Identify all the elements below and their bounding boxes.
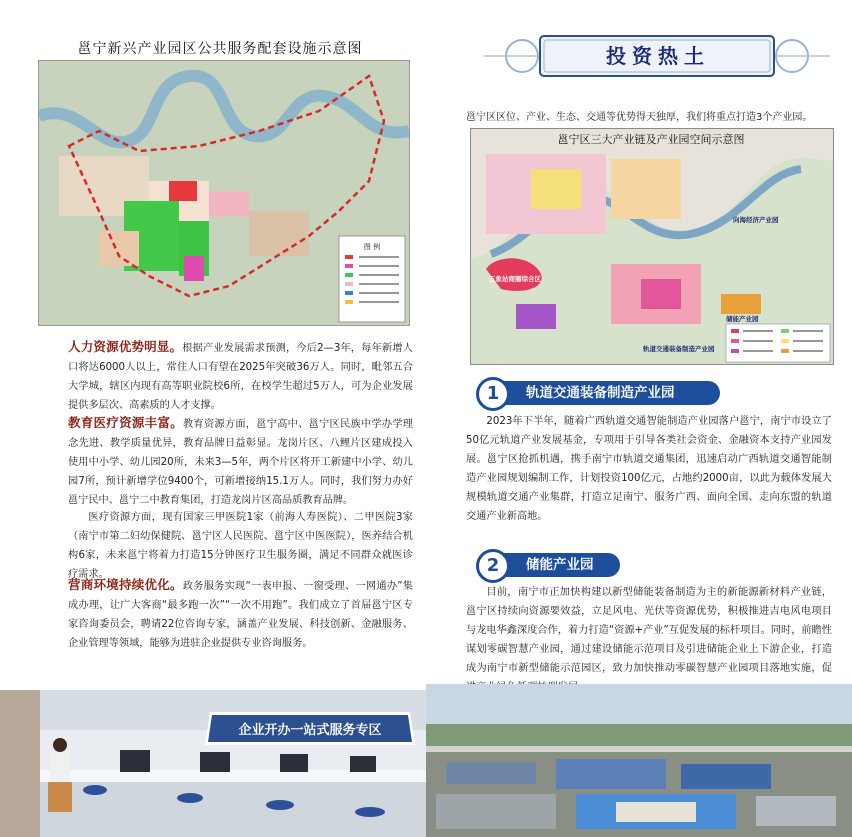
map-label-station: 五象站商圈综合区 — [489, 275, 541, 283]
map-label-storage: 储能产业园 — [726, 315, 759, 323]
paragraph-hr-heading: 人力资源优势明显。 — [68, 339, 183, 354]
section-2-body: 目前，南宁市正加快构建以新型储能装备制造为主的新能源新材料产业链，邕宁区持续向资源要效益，立足风电、光伏等资源优势，积极推进吉电风电项目与龙电华鑫深度合作，着力打造“资源+产业”互促发展的标杆项目。同时，前瞻性谋划零碳智慧产业园，通过建设储能示范项目及引进储能企业上下游企业，打造成为南宁市新型储能示范园区，致力加快推动零碳智慧产业园项目落地实施，促 — [466, 587, 832, 674]
section-1-number: 1 — [476, 377, 510, 411]
paragraph-medical — [68, 508, 413, 584]
service-hall-photo — [0, 690, 426, 837]
park-map — [38, 60, 410, 326]
paragraph-business — [68, 575, 413, 653]
paragraph-hr-body: 根据产业发展需求预测，今后2—3年，每年新增人口将达6000人以上，常住人口有望在2025年突破36万人。同时，毗邻五合大学城，辖区内现有高等职业院校6所，在校学生超过5万人，可为企业发展提供多层次、高素质的人才支撑。 — [68, 343, 413, 411]
paragraph-edu — [68, 413, 413, 510]
paragraph-edu-heading: 教育医疗资源丰富。 — [68, 415, 184, 430]
paragraph-edu-body: 教育资源方面，邕宁高中、邕宁区民族中学办学理念先进、教学质量优异，教育品牌日益彰显。龙岗片区、八鲤片区建成投入使用中小学、幼儿园20所，未来3—5年，两个片区将开工新建中小学、幼儿园7所，预计新增学位9400个，可新增接纳15.1万人。同时，我们努力办好邕宁民中、邕宁二中教育集团，打造龙岗片区高品质教育品牌。 — [68, 419, 413, 506]
section-2-title: 储能产业园 — [526, 557, 594, 573]
paragraph-business-body: 政务服务实现“一表申报、一窗受理、一网通办”集成办理，让广大客商“最多跑一次”“一次不用跑”。我们成立了首届邕宁区专家咨询委员会，聘请22位咨询专家，涵盖产业发展、科技创新、金融服务、企业管理等领域，能够为进驻企业提供专业咨询服务。 — [68, 581, 413, 649]
intro-text: 邕宁区区位、产业、生态、交通等优势得天独厚，我们将重点打造3个产业园。 — [466, 112, 813, 123]
industrial-park-photo — [426, 684, 852, 837]
map-legend-title: 图 例 — [363, 243, 381, 251]
paragraph-hr — [68, 337, 413, 415]
section-1-header — [476, 378, 776, 408]
paragraph-business-heading: 营商环境持续优化。 — [68, 577, 183, 592]
map-label-rail: 轨道交通装备制造产业园 — [643, 345, 715, 353]
park-map-graphic — [39, 61, 409, 325]
map-label-ocean: 向海经济产业园 — [733, 216, 779, 224]
section-1-body: 2023年下半年，随着广西轨道交通智能制造产业园落户邕宁，南宁市设立了50亿元轨道产业发展基金，专项用于引导各类社会资金、金融资本支持产业园发展。邕宁区抢抓机遇，携手南宁市轨道交通集团，迅速启动广西轨道交通智能制造产业园规划编制工作，计划投资100亿元，占地约2000亩，以此为载体发展大规模轨道交通产业集群，打造立足南宁、服务广西、面向全国、走向东盟的轨道交通产业新高地。 — [466, 416, 832, 522]
map-title: 邕宁新兴产业园区公共服务配套设施示意图 — [77, 41, 363, 57]
industry-map — [470, 128, 834, 365]
section-2-header — [476, 550, 776, 580]
banner-title: 投资热土 — [606, 44, 710, 68]
service-sign-text: 企业开办一站式服务专区 — [238, 723, 382, 738]
section-2-number: 2 — [476, 549, 510, 583]
section-1-title: 轨道交通装备制造产业园 — [526, 385, 675, 401]
industry-map-title: 邕宁区三大产业链及产业园空间示意图 — [557, 133, 745, 146]
paragraph-medical-body: 医疗资源方面，现有国家三甲医院1家（前海人寿医院）、二甲医院3家（南宁市第二妇幼保健院、邕宁区人民医院、邕宁区中医医院），医养结合机构6家，未来邕宁将着力打造15分钟医疗卫生服务圈，满足不同群众就医诊疗需求。 — [68, 512, 413, 580]
